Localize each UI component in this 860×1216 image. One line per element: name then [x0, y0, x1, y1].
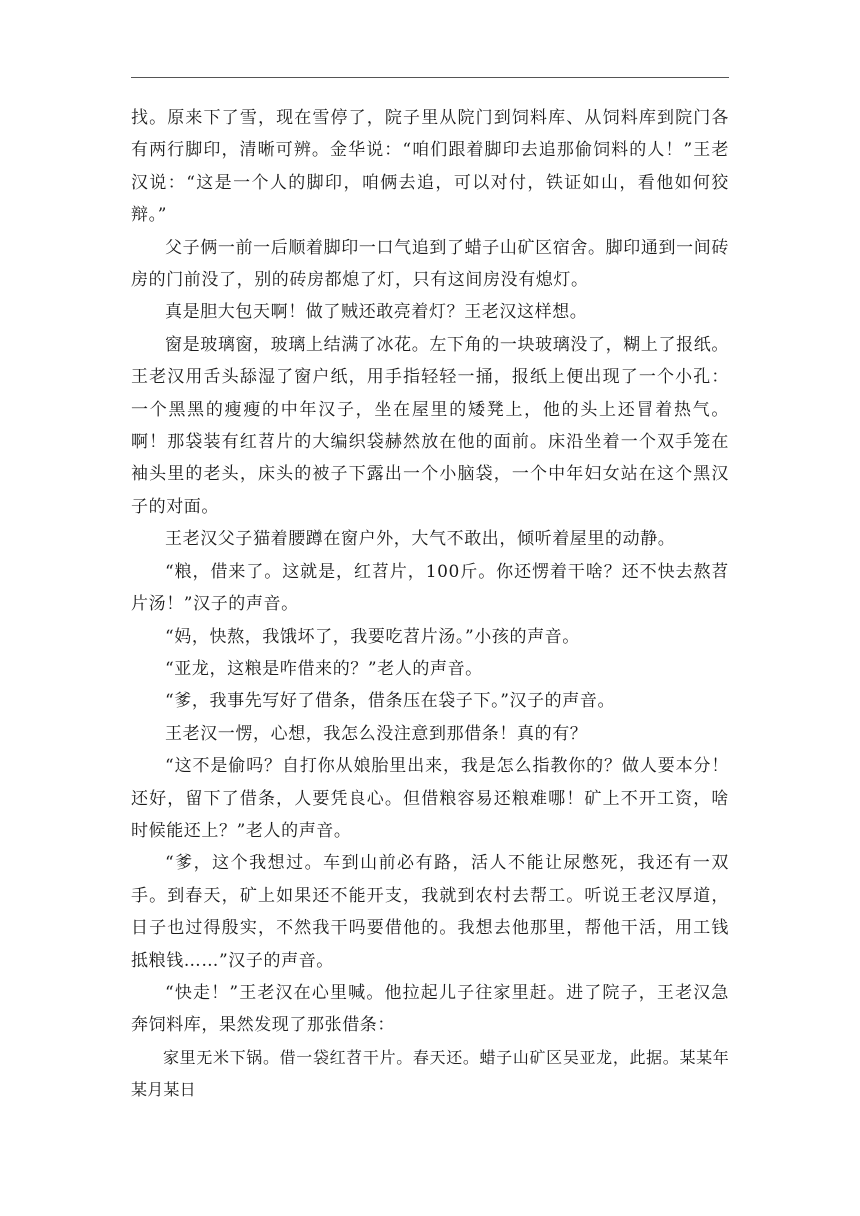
body-paragraph: “粮，借来了。这就是，红苕片，100斤。你还愣着干啥？还不快去熬苕片汤！”汉子的声音。: [131, 561, 729, 615]
iou-note-paragraph: 家里无米下锅。借一袋红苕干片。春天还。蜡子山矿区吴亚龙，此据。某某年某月某日: [131, 1047, 729, 1100]
header-rule: [131, 77, 729, 78]
document-body: [131, 102, 729, 1107]
body-paragraph: “爹，我事先写好了借条，借条压在袋子下。”汉子的声音。: [165, 691, 616, 712]
body-paragraph: 真是胆大包天啊！做了贼还敢亮着灯？王老汉这样想。: [165, 302, 588, 323]
body-paragraph: “这不是偷吗？自打你从娘胎里出来，我是怎么指教你的？做人要本分！还好，留下了借条，人要凭良心。但借粮容易还粮难哪！矿上不开工资，啥时候能还上？”老人的声音。: [131, 756, 729, 841]
body-paragraph: 找。原来下了雪，现在雪停了，院子里从院门到饲料库、从饲料库到院门各有两行脚印，清晰可辨。金华说：“咱们跟着脚印去追那偷饲料的人！”王老汉说：“这是一个人的脚印，咱俩去追，可以对付，铁证如山，看他如何狡辩。”: [131, 108, 729, 226]
body-paragraph: 窗是玻璃窗，玻璃上结满了冰花。左下角的一块玻璃没了，糊上了报纸。王老汉用舌头舔湿了窗户纸，用手指轻轻一捅，报纸上便出现了一个小孔：一个黑黑的瘦瘦的中年汉子，坐在屋里的矮凳上，他的头上还冒着热气。啊！那袋装有红苕片的大编织袋赫然放在他的面前。床沿坐着一个双手笼在袖头里的老头，床头的被子下露出一个小脑袋，一个中年妇女站在这个黑汉子的对面。: [131, 334, 729, 517]
body-paragraph: “快走！”王老汉在心里喊。他拉起儿子往家里赶。进了院子，王老汉急奔饲料库，果然发现了那张借条：: [131, 982, 729, 1036]
body-paragraph: “亚龙，这粮是咋借来的？”老人的声音。: [165, 658, 483, 679]
body-paragraph: 王老汉父子猫着腰蹲在窗户外，大气不敢出，倾听着屋里的动静。: [165, 529, 676, 550]
body-paragraph: 王老汉一愣，心想，我怎么没注意到那借条！真的有？: [165, 723, 588, 744]
body-paragraph: “爹，这个我想过。车到山前必有路，活人不能让尿憋死，我还有一双手。到春天，矿上如果还不能开支，我就到农村去帮工。听说王老汉厚道，日子也过得殷实，不然我干吗要借他的。我想去他那里，帮他干活，用工钱抵粮钱……”汉子的声音。: [131, 853, 729, 971]
body-paragraph: 父子俩一前一后顺着脚印一口气追到了蜡子山矿区宿舍。脚印通到一间砖房的门前没了，别的砖房都熄了灯，只有这间房没有熄灯。: [131, 237, 729, 291]
body-paragraph: “妈，快熬，我饿坏了，我要吃苕片汤。”小孩的声音。: [165, 626, 580, 647]
